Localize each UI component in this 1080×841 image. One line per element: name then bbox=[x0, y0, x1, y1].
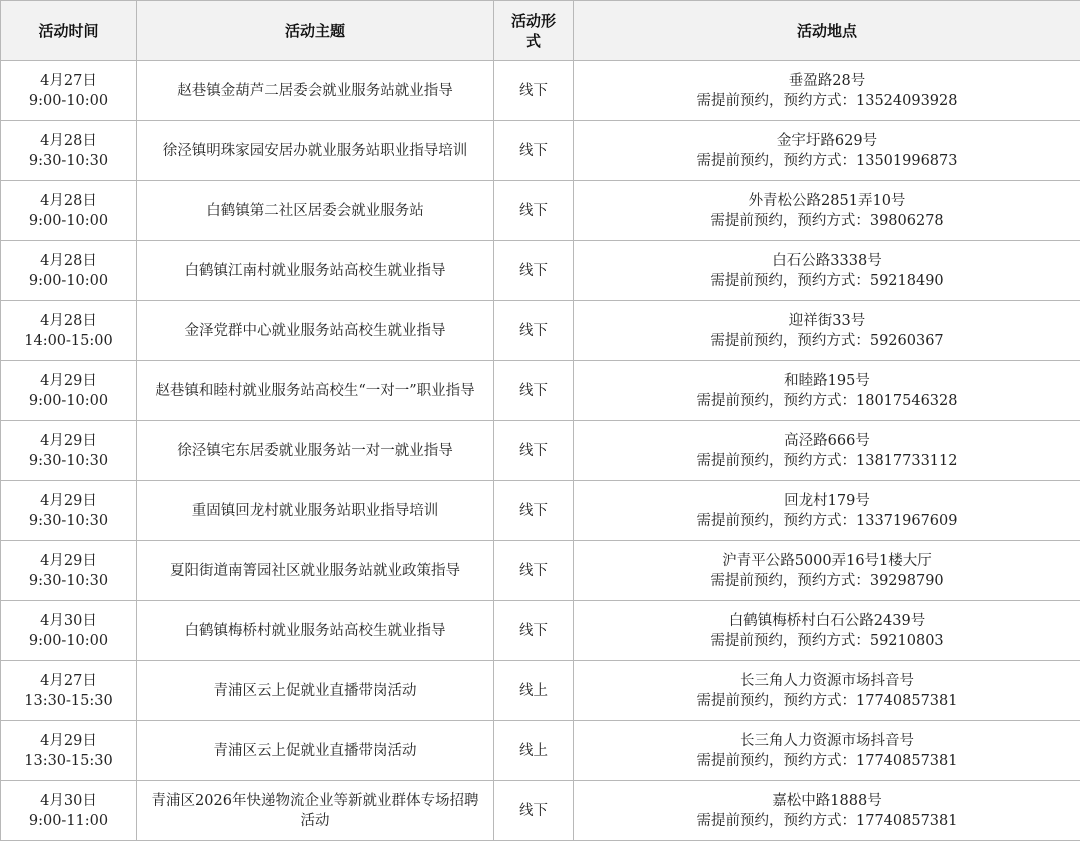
time-cell bbox=[1, 601, 137, 661]
theme-cell bbox=[137, 61, 494, 121]
table-row bbox=[1, 481, 1080, 541]
activity-time-range: 9:00-10:00 bbox=[11, 631, 126, 651]
activity-theme: 夏阳街道南箐园社区就业服务站就业政策指导 bbox=[147, 561, 483, 581]
activity-format: 线下 bbox=[504, 621, 563, 641]
theme-cell bbox=[137, 181, 494, 241]
time-cell bbox=[1, 421, 137, 481]
activity-location: 高泾路666号 bbox=[584, 431, 1070, 451]
format-cell bbox=[494, 61, 574, 121]
booking-info: 需提前预约，预约方式：17740857381 bbox=[584, 751, 1070, 771]
theme-cell bbox=[137, 481, 494, 541]
activity-date: 4月29日 bbox=[11, 551, 126, 571]
activity-theme: 徐泾镇明珠家园安居办就业服务站职业指导培训 bbox=[147, 141, 483, 161]
activity-time-range: 13:30-15:30 bbox=[11, 691, 126, 711]
activity-location: 回龙村179号 bbox=[584, 491, 1070, 511]
activity-theme: 青浦区2026年快递物流企业等新就业群体专场招聘活动 bbox=[147, 791, 483, 831]
time-cell bbox=[1, 121, 137, 181]
activity-date: 4月29日 bbox=[11, 371, 126, 391]
header-activity-time: 活动时间 bbox=[1, 1, 137, 61]
activity-location: 白鹤镇梅桥村白石公路2439号 bbox=[584, 611, 1070, 631]
activity-date: 4月28日 bbox=[11, 251, 126, 271]
activity-date: 4月28日 bbox=[11, 311, 126, 331]
location-cell bbox=[574, 481, 1080, 541]
table-row bbox=[1, 361, 1080, 421]
format-cell bbox=[494, 781, 574, 841]
table-row bbox=[1, 121, 1080, 181]
location-cell bbox=[574, 721, 1080, 781]
theme-cell bbox=[137, 541, 494, 601]
activity-format: 线下 bbox=[504, 501, 563, 521]
header-activity-theme: 活动主题 bbox=[137, 1, 494, 61]
time-cell bbox=[1, 361, 137, 421]
table-header bbox=[1, 1, 1080, 61]
time-cell bbox=[1, 481, 137, 541]
activity-time-range: 9:00-10:00 bbox=[11, 211, 126, 231]
activity-location: 垂盈路28号 bbox=[584, 71, 1070, 91]
activity-format: 线下 bbox=[504, 561, 563, 581]
format-cell bbox=[494, 601, 574, 661]
activity-time-range: 9:00-10:00 bbox=[11, 91, 126, 111]
theme-cell bbox=[137, 781, 494, 841]
table-row bbox=[1, 181, 1080, 241]
activity-theme: 白鹤镇梅桥村就业服务站高校生就业指导 bbox=[147, 621, 483, 641]
booking-info: 需提前预约，预约方式：13501996873 bbox=[584, 151, 1070, 171]
booking-info: 需提前预约，预约方式：17740857381 bbox=[584, 811, 1070, 831]
booking-info: 需提前预约，预约方式：13371967609 bbox=[584, 511, 1070, 531]
table-row bbox=[1, 241, 1080, 301]
activity-theme: 重固镇回龙村就业服务站职业指导培训 bbox=[147, 501, 483, 521]
theme-cell bbox=[137, 721, 494, 781]
table-body bbox=[1, 61, 1080, 841]
activity-location: 嘉松中路1888号 bbox=[584, 791, 1070, 811]
table-row bbox=[1, 781, 1080, 841]
activity-time-range: 9:30-10:30 bbox=[11, 151, 126, 171]
activity-date: 4月29日 bbox=[11, 491, 126, 511]
booking-info: 需提前预约，预约方式：59260367 bbox=[584, 331, 1070, 351]
activity-format: 线下 bbox=[504, 381, 563, 401]
booking-info: 需提前预约，预约方式：13817733112 bbox=[584, 451, 1070, 471]
header-activity-location: 活动地点 bbox=[574, 1, 1080, 61]
booking-info: 需提前预约，预约方式：18017546328 bbox=[584, 391, 1070, 411]
format-cell bbox=[494, 721, 574, 781]
activity-time-range: 13:30-15:30 bbox=[11, 751, 126, 771]
activity-location: 长三角人力资源市场抖音号 bbox=[584, 731, 1070, 751]
table-row bbox=[1, 601, 1080, 661]
activity-format: 线下 bbox=[504, 201, 563, 221]
location-cell bbox=[574, 781, 1080, 841]
location-cell bbox=[574, 661, 1080, 721]
location-cell bbox=[574, 421, 1080, 481]
table-row bbox=[1, 541, 1080, 601]
location-cell bbox=[574, 601, 1080, 661]
table-row bbox=[1, 721, 1080, 781]
location-cell bbox=[574, 361, 1080, 421]
activity-theme: 徐泾镇宅东居委就业服务站一对一就业指导 bbox=[147, 441, 483, 461]
table-row bbox=[1, 661, 1080, 721]
activity-theme: 赵巷镇和睦村就业服务站高校生“一对一”职业指导 bbox=[147, 381, 483, 401]
activity-time-range: 9:30-10:30 bbox=[11, 571, 126, 591]
booking-info: 需提前预约，预约方式：17740857381 bbox=[584, 691, 1070, 711]
location-cell bbox=[574, 61, 1080, 121]
activity-location: 金宇圩路629号 bbox=[584, 131, 1070, 151]
activity-format: 线上 bbox=[504, 681, 563, 701]
table-row bbox=[1, 301, 1080, 361]
activity-format: 线下 bbox=[504, 321, 563, 341]
location-cell bbox=[574, 121, 1080, 181]
table-row bbox=[1, 421, 1080, 481]
theme-cell bbox=[137, 661, 494, 721]
activity-format: 线下 bbox=[504, 141, 563, 161]
activity-time-range: 9:00-10:00 bbox=[11, 391, 126, 411]
activity-location: 外青松公路2851弄10号 bbox=[584, 191, 1070, 211]
format-cell bbox=[494, 481, 574, 541]
theme-cell bbox=[137, 241, 494, 301]
activity-theme: 青浦区云上促就业直播带岗活动 bbox=[147, 681, 483, 701]
time-cell bbox=[1, 661, 137, 721]
activity-location: 长三角人力资源市场抖音号 bbox=[584, 671, 1070, 691]
activity-date: 4月30日 bbox=[11, 611, 126, 631]
time-cell bbox=[1, 61, 137, 121]
activity-theme: 白鹤镇第二社区居委会就业服务站 bbox=[147, 201, 483, 221]
activity-format: 线下 bbox=[504, 801, 563, 821]
activity-date: 4月29日 bbox=[11, 431, 126, 451]
activity-date: 4月30日 bbox=[11, 791, 126, 811]
activity-date: 4月27日 bbox=[11, 671, 126, 691]
activity-location: 沪青平公路5000弄16号1楼大厅 bbox=[584, 551, 1070, 571]
activity-format: 线下 bbox=[504, 81, 563, 101]
time-cell bbox=[1, 541, 137, 601]
theme-cell bbox=[137, 601, 494, 661]
location-cell bbox=[574, 181, 1080, 241]
booking-info: 需提前预约，预约方式：39806278 bbox=[584, 211, 1070, 231]
activity-location: 和睦路195号 bbox=[584, 371, 1070, 391]
activity-date: 4月27日 bbox=[11, 71, 126, 91]
theme-cell bbox=[137, 361, 494, 421]
format-cell bbox=[494, 541, 574, 601]
location-cell bbox=[574, 241, 1080, 301]
time-cell bbox=[1, 301, 137, 361]
format-cell bbox=[494, 661, 574, 721]
activity-location: 白石公路3338号 bbox=[584, 251, 1070, 271]
format-cell bbox=[494, 301, 574, 361]
theme-cell bbox=[137, 301, 494, 361]
booking-info: 需提前预约，预约方式：39298790 bbox=[584, 571, 1070, 591]
location-cell bbox=[574, 301, 1080, 361]
activity-theme: 金泽党群中心就业服务站高校生就业指导 bbox=[147, 321, 483, 341]
activity-time-range: 9:00-10:00 bbox=[11, 271, 126, 291]
time-cell bbox=[1, 181, 137, 241]
location-cell bbox=[574, 541, 1080, 601]
activity-time-range: 9:30-10:30 bbox=[11, 511, 126, 531]
activity-date: 4月29日 bbox=[11, 731, 126, 751]
header-row bbox=[1, 1, 1080, 61]
activity-date: 4月28日 bbox=[11, 131, 126, 151]
activity-time-range: 9:30-10:30 bbox=[11, 451, 126, 471]
theme-cell bbox=[137, 421, 494, 481]
format-cell bbox=[494, 241, 574, 301]
booking-info: 需提前预约，预约方式：59210803 bbox=[584, 631, 1070, 651]
format-cell bbox=[494, 121, 574, 181]
booking-info: 需提前预约，预约方式：13524093928 bbox=[584, 91, 1070, 111]
activity-time-range: 14:00-15:00 bbox=[11, 331, 126, 351]
header-activity-format: 活动形式 bbox=[494, 1, 574, 61]
activity-format: 线下 bbox=[504, 441, 563, 461]
activity-theme: 青浦区云上促就业直播带岗活动 bbox=[147, 741, 483, 761]
format-cell bbox=[494, 181, 574, 241]
time-cell bbox=[1, 721, 137, 781]
booking-info: 需提前预约，预约方式：59218490 bbox=[584, 271, 1070, 291]
time-cell bbox=[1, 781, 137, 841]
activity-theme: 赵巷镇金葫芦二居委会就业服务站就业指导 bbox=[147, 81, 483, 101]
theme-cell bbox=[137, 121, 494, 181]
activity-location: 迎祥街33号 bbox=[584, 311, 1070, 331]
activity-time-range: 9:00-11:00 bbox=[11, 811, 126, 831]
format-cell bbox=[494, 361, 574, 421]
table-row bbox=[1, 61, 1080, 121]
activity-format: 线上 bbox=[504, 741, 563, 761]
activity-format: 线下 bbox=[504, 261, 563, 281]
activity-theme: 白鹤镇江南村就业服务站高校生就业指导 bbox=[147, 261, 483, 281]
time-cell bbox=[1, 241, 137, 301]
activity-date: 4月28日 bbox=[11, 191, 126, 211]
format-cell bbox=[494, 421, 574, 481]
